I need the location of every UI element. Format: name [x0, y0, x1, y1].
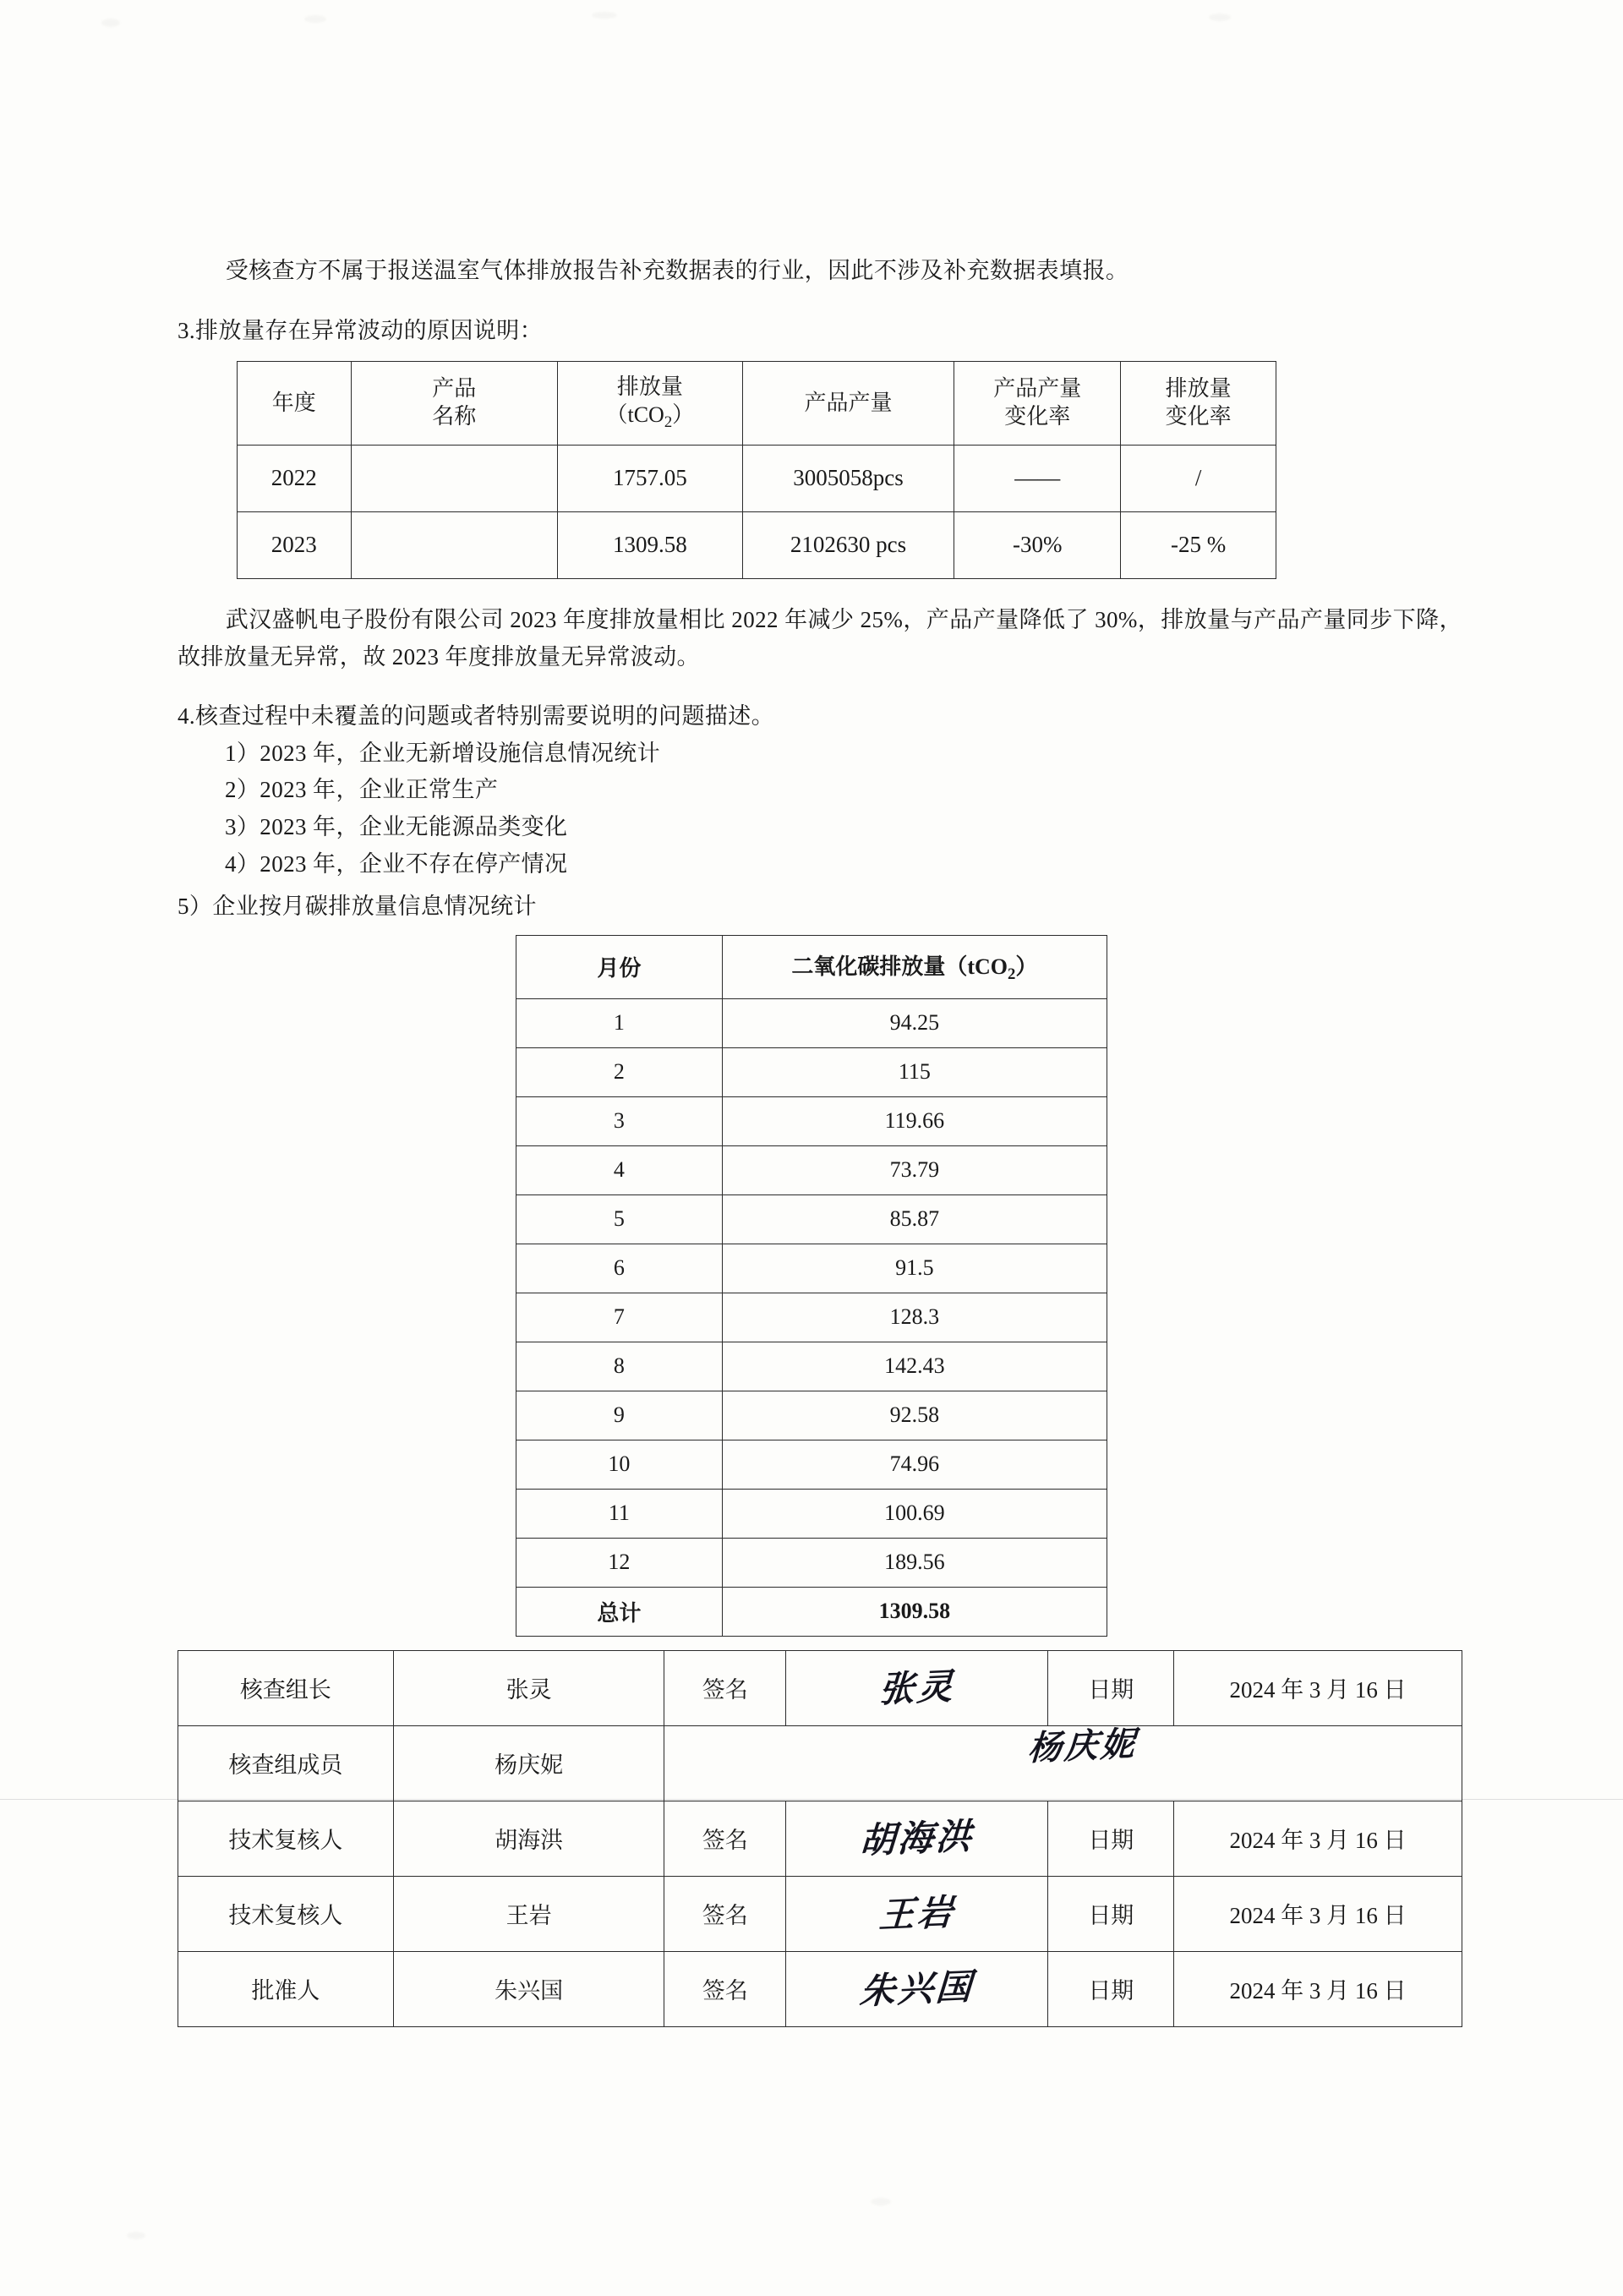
person-name: 朱兴国: [393, 1951, 664, 2026]
table-row: [178, 1951, 1462, 2026]
handwritten-signature: 张灵: [877, 1665, 957, 1710]
section-4-item-3: 3）2023 年，企业无能源品类变化: [225, 814, 568, 840]
analysis-paragraph: 武汉盛帆电子股份有限公司 2023 年度排放量相比 2022 年减少 25%，产品产量降低了 30%，排放量与产品产量同步下降，故排放量无异常，故 2023 年度排放量无异常波动。: [178, 606, 1462, 670]
date-label: 日期: [1048, 1876, 1174, 1951]
table-header-row: [516, 935, 1107, 998]
section-3-title: 3.排放量存在异常波动的原因说明：: [178, 317, 544, 343]
table-row: [516, 1342, 1107, 1391]
cell-value: 142.43: [722, 1342, 1107, 1391]
sign-label: 签名: [664, 1951, 786, 2026]
table-row: [238, 511, 1276, 578]
cell-value: 100.69: [722, 1489, 1107, 1538]
cell-month: 1: [516, 998, 723, 1047]
cell-month: 11: [516, 1489, 723, 1538]
header-year: 年度: [238, 361, 352, 445]
header-co2-emission: 二氧化碳排放量（tCO$_2$）: [722, 935, 1107, 998]
cell-value: 91.5: [722, 1244, 1107, 1293]
date-value: 2024 年 3 月 16 日: [1174, 1801, 1462, 1876]
date-value: 2024 年 3 月 16 日: [1174, 1951, 1462, 2026]
cell-emission-rate: -25 %: [1121, 511, 1276, 578]
cell-value: 85.87: [722, 1194, 1107, 1244]
signature-cell: [786, 1650, 1048, 1725]
handwritten-signature: 王岩: [877, 1890, 957, 1936]
role-label: 批准人: [178, 1951, 394, 2026]
date-label: 日期: [1048, 1801, 1174, 1876]
person-name: 杨庆妮: [393, 1725, 664, 1801]
cell-value: 73.79: [722, 1145, 1107, 1194]
cell-value: 189.56: [722, 1538, 1107, 1587]
table-row: [516, 1096, 1107, 1145]
section-4-item-1: 1）2023 年，企业无新增设施信息情况统计: [225, 740, 661, 766]
cell-month: 5: [516, 1194, 723, 1244]
scan-artifact: [871, 2198, 891, 2206]
cell-output: 2102630 pcs: [742, 511, 954, 578]
cell-product: [351, 511, 557, 578]
cell-month: 4: [516, 1145, 723, 1194]
handwritten-signature: 杨庆妮: [1027, 1723, 1139, 1768]
signature-cell: [786, 1951, 1048, 2026]
emission-anomaly-table: [237, 361, 1276, 579]
cell-month: 8: [516, 1342, 723, 1391]
cell-product: [351, 445, 557, 511]
role-label: 核查组成员: [178, 1725, 394, 1801]
header-emission-unit: （tCO$_2$）: [605, 402, 695, 432]
cell-value: 115: [722, 1047, 1107, 1096]
table-row: [238, 445, 1276, 511]
header-emission: 排放量 （tCO$_2$）: [557, 361, 742, 445]
table-row: [178, 1876, 1462, 1951]
cell-month: 2: [516, 1047, 723, 1096]
cell-value: 119.66: [722, 1096, 1107, 1145]
table-row-total: [516, 1587, 1107, 1636]
table-row: [178, 1650, 1462, 1725]
role-label: 核查组长: [178, 1650, 394, 1725]
table-row: [178, 1801, 1462, 1876]
table-row: [516, 1047, 1107, 1096]
cell-month: 10: [516, 1440, 723, 1489]
table-row: [516, 1538, 1107, 1587]
date-label: 日期: [1048, 1951, 1174, 2026]
cell-month: 12: [516, 1538, 723, 1587]
section-5-title: 5）企业按月碳排放量信息情况统计: [178, 893, 537, 919]
sign-label: 签名: [664, 1876, 786, 1951]
cell-month: 6: [516, 1244, 723, 1293]
cell-month: 3: [516, 1096, 723, 1145]
signature-cell: [786, 1801, 1048, 1876]
section-4-title: 4.核查过程中未覆盖的问题或者特别需要说明的问题描述。: [178, 703, 775, 730]
monthly-emission-table: [516, 935, 1107, 1637]
table-row: [516, 1293, 1107, 1342]
table-row: [516, 1145, 1107, 1194]
table-header-row: [238, 361, 1276, 445]
table-row: [516, 1244, 1107, 1293]
document-content: [178, 230, 1462, 2027]
handwritten-signature: 胡海洪: [858, 1814, 975, 1861]
header-product-name: 产品 名称: [351, 361, 557, 445]
signature-cell: [786, 1876, 1048, 1951]
person-name: 胡海洪: [393, 1801, 664, 1876]
cell-month: 7: [516, 1293, 723, 1342]
header-emission-rate: 排放量 变化率: [1121, 361, 1276, 445]
sign-label: 签名: [664, 1801, 786, 1876]
cell-emission: 1309.58: [557, 511, 742, 578]
table-row: [516, 1440, 1107, 1489]
section-4-item-2: 2）2023 年，企业正常生产: [225, 777, 499, 803]
table-row: [516, 1194, 1107, 1244]
cell-emission: 1757.05: [557, 445, 742, 511]
cell-output-rate: -30%: [954, 511, 1121, 578]
section-4-item-4: 4）2023 年，企业不存在停产情况: [225, 850, 568, 877]
header-output-rate: 产品产量 变化率: [954, 361, 1121, 445]
cell-total-label: 总计: [516, 1587, 723, 1636]
table-row: [178, 1725, 1462, 1801]
handwritten-signature-wrap: [1027, 1723, 1139, 1768]
person-name: 张灵: [393, 1650, 664, 1725]
sign-label: 签名: [664, 1650, 786, 1725]
cell-year: 2022: [238, 445, 352, 511]
role-label: 技术复核人: [178, 1801, 394, 1876]
signature-table: [178, 1650, 1462, 2027]
cell-value: 94.25: [722, 998, 1107, 1047]
cell-output: 3005058pcs: [742, 445, 954, 511]
signature-cell: [664, 1725, 1462, 1801]
person-name: 王岩: [393, 1876, 664, 1951]
date-value: 2024 年 3 月 16 日: [1174, 1876, 1462, 1951]
table-row: [516, 1489, 1107, 1538]
cell-value: 74.96: [722, 1440, 1107, 1489]
scan-artifact: [1209, 14, 1231, 21]
cell-value: 128.3: [722, 1293, 1107, 1342]
date-value: 2024 年 3 月 16 日: [1174, 1650, 1462, 1725]
cell-year: 2023: [238, 511, 352, 578]
header-month: 月份: [516, 935, 723, 998]
scan-artifact: [592, 12, 617, 19]
table-row: [516, 998, 1107, 1047]
cell-value: 92.58: [722, 1391, 1107, 1440]
intro-paragraph: 受核查方不属于报送温室气体排放报告补充数据表的行业，因此不涉及补充数据表填报。: [225, 258, 1129, 283]
role-label: 技术复核人: [178, 1876, 394, 1951]
header-output: 产品产量: [742, 361, 954, 445]
cell-output-rate: ——: [954, 445, 1121, 511]
table-row: [516, 1391, 1107, 1440]
date-label: 日期: [1048, 1650, 1174, 1725]
cell-total-value: 1309.58: [722, 1587, 1107, 1636]
scan-artifact: [127, 2232, 145, 2239]
scan-artifact: [101, 19, 120, 27]
cell-month: 9: [516, 1391, 723, 1440]
cell-emission-rate: /: [1121, 445, 1276, 511]
scan-artifact: [304, 15, 326, 23]
handwritten-signature: 朱兴国: [858, 1965, 975, 2012]
